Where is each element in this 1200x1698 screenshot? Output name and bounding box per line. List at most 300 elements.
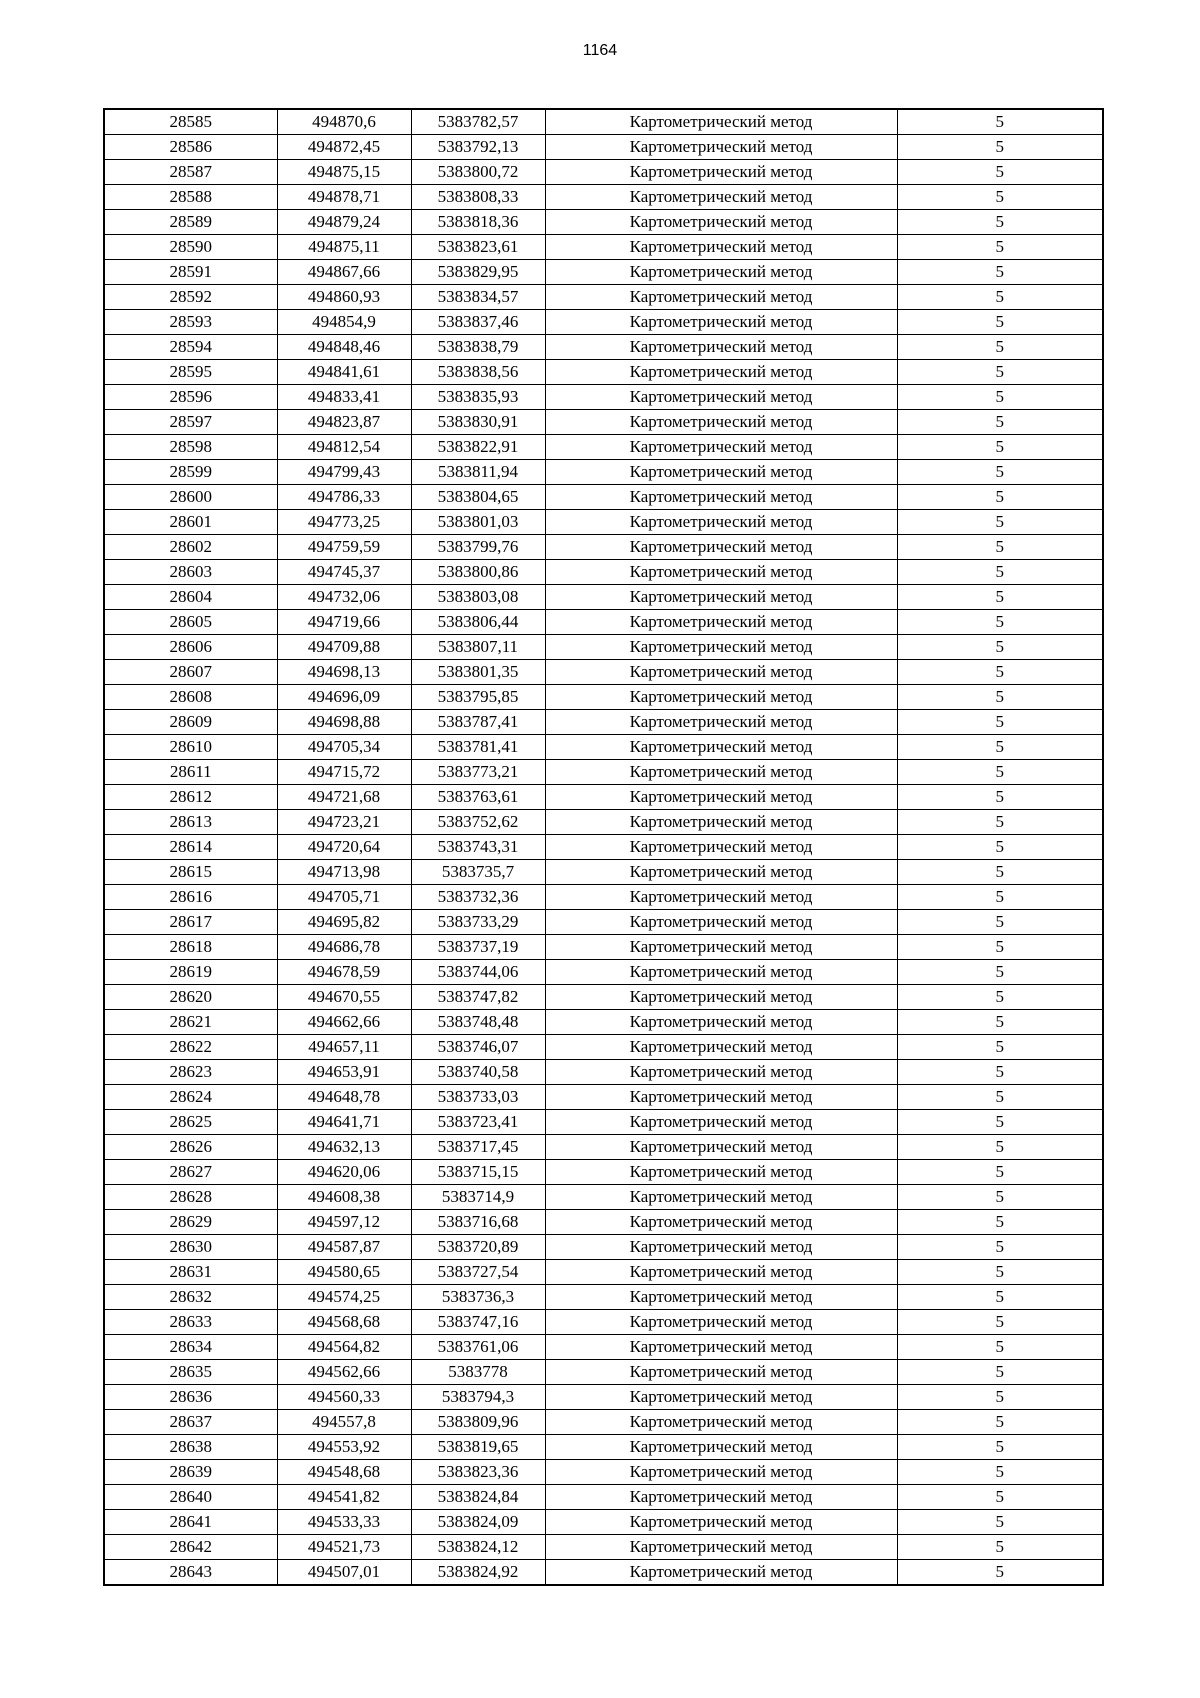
accuracy-cell: 5: [897, 910, 1103, 935]
point-number-cell: 28638: [104, 1435, 277, 1460]
table-row: [104, 935, 1103, 960]
point-number-cell: 28621: [104, 1010, 277, 1035]
point-number-cell: 28619: [104, 960, 277, 985]
table-row: [104, 260, 1103, 285]
table-row: [104, 1010, 1103, 1035]
table-row: [104, 1285, 1103, 1310]
x-coordinate-cell: 494533,33: [277, 1510, 411, 1535]
point-number-cell: 28614: [104, 835, 277, 860]
accuracy-cell: 5: [897, 535, 1103, 560]
y-coordinate-cell: 5383720,89: [411, 1235, 545, 1260]
method-cell: Картометрический метод: [545, 435, 897, 460]
y-coordinate-cell: 5383795,85: [411, 685, 545, 710]
point-number-cell: 28608: [104, 685, 277, 710]
method-cell: Картометрический метод: [545, 860, 897, 885]
accuracy-cell: 5: [897, 785, 1103, 810]
x-coordinate-cell: 494709,88: [277, 635, 411, 660]
y-coordinate-cell: 5383746,07: [411, 1035, 545, 1060]
x-coordinate-cell: 494648,78: [277, 1085, 411, 1110]
table-row: [104, 1535, 1103, 1560]
accuracy-cell: 5: [897, 1210, 1103, 1235]
method-cell: Картометрический метод: [545, 635, 897, 660]
table-row: [104, 635, 1103, 660]
point-number-cell: 28596: [104, 385, 277, 410]
point-number-cell: 28594: [104, 335, 277, 360]
method-cell: Картометрический метод: [545, 210, 897, 235]
point-number-cell: 28602: [104, 535, 277, 560]
accuracy-cell: 5: [897, 1385, 1103, 1410]
accuracy-cell: 5: [897, 485, 1103, 510]
accuracy-cell: 5: [897, 1310, 1103, 1335]
y-coordinate-cell: 5383773,21: [411, 760, 545, 785]
table-row: [104, 585, 1103, 610]
x-coordinate-cell: 494848,46: [277, 335, 411, 360]
y-coordinate-cell: 5383819,65: [411, 1435, 545, 1460]
coordinates-table-body: [104, 109, 1103, 1585]
table-row: [104, 1160, 1103, 1185]
point-number-cell: 28630: [104, 1235, 277, 1260]
y-coordinate-cell: 5383811,94: [411, 460, 545, 485]
accuracy-cell: 5: [897, 160, 1103, 185]
accuracy-cell: 5: [897, 1135, 1103, 1160]
table-row: [104, 285, 1103, 310]
y-coordinate-cell: 5383714,9: [411, 1185, 545, 1210]
x-coordinate-cell: 494872,45: [277, 135, 411, 160]
y-coordinate-cell: 5383744,06: [411, 960, 545, 985]
y-coordinate-cell: 5383803,08: [411, 585, 545, 610]
x-coordinate-cell: 494823,87: [277, 410, 411, 435]
x-coordinate-cell: 494841,61: [277, 360, 411, 385]
y-coordinate-cell: 5383807,11: [411, 635, 545, 660]
accuracy-cell: 5: [897, 1560, 1103, 1586]
y-coordinate-cell: 5383800,72: [411, 160, 545, 185]
table-row: [104, 1210, 1103, 1235]
y-coordinate-cell: 5383799,76: [411, 535, 545, 560]
method-cell: Картометрический метод: [545, 135, 897, 160]
x-coordinate-cell: 494541,82: [277, 1485, 411, 1510]
x-coordinate-cell: 494854,9: [277, 310, 411, 335]
table-row: [104, 310, 1103, 335]
x-coordinate-cell: 494875,15: [277, 160, 411, 185]
y-coordinate-cell: 5383824,92: [411, 1560, 545, 1586]
table-row: [104, 185, 1103, 210]
method-cell: Картометрический метод: [545, 560, 897, 585]
table-row: [104, 1185, 1103, 1210]
table-row: [104, 210, 1103, 235]
table-row: [104, 1135, 1103, 1160]
point-number-cell: 28624: [104, 1085, 277, 1110]
method-cell: Картометрический метод: [545, 109, 897, 135]
y-coordinate-cell: 5383736,3: [411, 1285, 545, 1310]
accuracy-cell: 5: [897, 1235, 1103, 1260]
x-coordinate-cell: 494745,37: [277, 560, 411, 585]
accuracy-cell: 5: [897, 960, 1103, 985]
table-row: [104, 510, 1103, 535]
method-cell: Картометрический метод: [545, 1310, 897, 1335]
point-number-cell: 28588: [104, 185, 277, 210]
method-cell: Картометрический метод: [545, 1010, 897, 1035]
table-row: [104, 1385, 1103, 1410]
x-coordinate-cell: 494705,71: [277, 885, 411, 910]
table-row: [104, 760, 1103, 785]
y-coordinate-cell: 5383747,82: [411, 985, 545, 1010]
method-cell: Картометрический метод: [545, 1085, 897, 1110]
table-row: [104, 160, 1103, 185]
x-coordinate-cell: 494686,78: [277, 935, 411, 960]
table-row: [104, 810, 1103, 835]
y-coordinate-cell: 5383823,36: [411, 1460, 545, 1485]
method-cell: Картометрический метод: [545, 1260, 897, 1285]
point-number-cell: 28609: [104, 710, 277, 735]
accuracy-cell: 5: [897, 1460, 1103, 1485]
y-coordinate-cell: 5383800,86: [411, 560, 545, 585]
point-number-cell: 28599: [104, 460, 277, 485]
point-number-cell: 28641: [104, 1510, 277, 1535]
point-number-cell: 28622: [104, 1035, 277, 1060]
table-row: [104, 1435, 1103, 1460]
x-coordinate-cell: 494720,64: [277, 835, 411, 860]
table-row: [104, 1410, 1103, 1435]
x-coordinate-cell: 494713,98: [277, 860, 411, 885]
method-cell: Картометрический метод: [545, 460, 897, 485]
table-row: [104, 785, 1103, 810]
method-cell: Картометрический метод: [545, 1210, 897, 1235]
table-row: [104, 460, 1103, 485]
point-number-cell: 28618: [104, 935, 277, 960]
y-coordinate-cell: 5383781,41: [411, 735, 545, 760]
table-row: [104, 1035, 1103, 1060]
y-coordinate-cell: 5383838,79: [411, 335, 545, 360]
point-number-cell: 28586: [104, 135, 277, 160]
point-number-cell: 28585: [104, 109, 277, 135]
x-coordinate-cell: 494721,68: [277, 785, 411, 810]
accuracy-cell: 5: [897, 1535, 1103, 1560]
accuracy-cell: 5: [897, 810, 1103, 835]
x-coordinate-cell: 494696,09: [277, 685, 411, 710]
table-row: [104, 1110, 1103, 1135]
point-number-cell: 28611: [104, 760, 277, 785]
method-cell: Картометрический метод: [545, 985, 897, 1010]
accuracy-cell: 5: [897, 735, 1103, 760]
accuracy-cell: 5: [897, 1435, 1103, 1460]
accuracy-cell: 5: [897, 185, 1103, 210]
method-cell: Картометрический метод: [545, 1335, 897, 1360]
y-coordinate-cell: 5383824,84: [411, 1485, 545, 1510]
x-coordinate-cell: 494521,73: [277, 1535, 411, 1560]
point-number-cell: 28604: [104, 585, 277, 610]
x-coordinate-cell: 494580,65: [277, 1260, 411, 1285]
table-row: [104, 1235, 1103, 1260]
method-cell: Картометрический метод: [545, 1285, 897, 1310]
y-coordinate-cell: 5383737,19: [411, 935, 545, 960]
table-row: [104, 910, 1103, 935]
coordinates-table: [103, 108, 1104, 1586]
point-number-cell: 28626: [104, 1135, 277, 1160]
x-coordinate-cell: 494786,33: [277, 485, 411, 510]
y-coordinate-cell: 5383732,36: [411, 885, 545, 910]
accuracy-cell: 5: [897, 835, 1103, 860]
point-number-cell: 28620: [104, 985, 277, 1010]
method-cell: Картометрический метод: [545, 585, 897, 610]
method-cell: Картометрический метод: [545, 785, 897, 810]
x-coordinate-cell: 494878,71: [277, 185, 411, 210]
x-coordinate-cell: 494620,06: [277, 1160, 411, 1185]
table-row: [104, 335, 1103, 360]
method-cell: Картометрический метод: [545, 1485, 897, 1510]
x-coordinate-cell: 494568,68: [277, 1310, 411, 1335]
x-coordinate-cell: 494698,88: [277, 710, 411, 735]
y-coordinate-cell: 5383838,56: [411, 360, 545, 385]
x-coordinate-cell: 494632,13: [277, 1135, 411, 1160]
point-number-cell: 28625: [104, 1110, 277, 1135]
accuracy-cell: 5: [897, 109, 1103, 135]
x-coordinate-cell: 494548,68: [277, 1460, 411, 1485]
point-number-cell: 28631: [104, 1260, 277, 1285]
point-number-cell: 28612: [104, 785, 277, 810]
method-cell: Картометрический метод: [545, 1435, 897, 1460]
page-number: 1164: [582, 42, 618, 59]
y-coordinate-cell: 5383830,91: [411, 410, 545, 435]
method-cell: Картометрический метод: [545, 385, 897, 410]
point-number-cell: 28592: [104, 285, 277, 310]
table-row: [104, 735, 1103, 760]
accuracy-cell: 5: [897, 860, 1103, 885]
table-row: [104, 135, 1103, 160]
x-coordinate-cell: 494597,12: [277, 1210, 411, 1235]
point-number-cell: 28597: [104, 410, 277, 435]
y-coordinate-cell: 5383792,13: [411, 135, 545, 160]
x-coordinate-cell: 494799,43: [277, 460, 411, 485]
x-coordinate-cell: 494574,25: [277, 1285, 411, 1310]
y-coordinate-cell: 5383794,3: [411, 1385, 545, 1410]
method-cell: Картометрический метод: [545, 160, 897, 185]
accuracy-cell: 5: [897, 760, 1103, 785]
y-coordinate-cell: 5383808,33: [411, 185, 545, 210]
accuracy-cell: 5: [897, 1010, 1103, 1035]
point-number-cell: 28637: [104, 1410, 277, 1435]
table-row: [104, 485, 1103, 510]
x-coordinate-cell: 494719,66: [277, 610, 411, 635]
y-coordinate-cell: 5383752,62: [411, 810, 545, 835]
point-number-cell: 28617: [104, 910, 277, 935]
method-cell: Картометрический метод: [545, 610, 897, 635]
accuracy-cell: 5: [897, 1185, 1103, 1210]
method-cell: Картометрический метод: [545, 235, 897, 260]
point-number-cell: 28632: [104, 1285, 277, 1310]
point-number-cell: 28629: [104, 1210, 277, 1235]
method-cell: Картометрический метод: [545, 1510, 897, 1535]
y-coordinate-cell: 5383787,41: [411, 710, 545, 735]
accuracy-cell: 5: [897, 135, 1103, 160]
table-row: [104, 660, 1103, 685]
table-row: [104, 535, 1103, 560]
accuracy-cell: 5: [897, 1485, 1103, 1510]
method-cell: Картометрический метод: [545, 710, 897, 735]
y-coordinate-cell: 5383761,06: [411, 1335, 545, 1360]
y-coordinate-cell: 5383837,46: [411, 310, 545, 335]
table-row: [104, 1310, 1103, 1335]
y-coordinate-cell: 5383747,16: [411, 1310, 545, 1335]
accuracy-cell: 5: [897, 685, 1103, 710]
point-number-cell: 28640: [104, 1485, 277, 1510]
point-number-cell: 28627: [104, 1160, 277, 1185]
accuracy-cell: 5: [897, 1160, 1103, 1185]
method-cell: Картометрический метод: [545, 1160, 897, 1185]
point-number-cell: 28605: [104, 610, 277, 635]
point-number-cell: 28598: [104, 435, 277, 460]
y-coordinate-cell: 5383829,95: [411, 260, 545, 285]
method-cell: Картометрический метод: [545, 760, 897, 785]
method-cell: Картометрический метод: [545, 1235, 897, 1260]
y-coordinate-cell: 5383715,15: [411, 1160, 545, 1185]
point-number-cell: 28603: [104, 560, 277, 585]
method-cell: Картометрический метод: [545, 310, 897, 335]
x-coordinate-cell: 494698,13: [277, 660, 411, 685]
point-number-cell: 28613: [104, 810, 277, 835]
accuracy-cell: 5: [897, 660, 1103, 685]
table-row: [104, 985, 1103, 1010]
point-number-cell: 28643: [104, 1560, 277, 1586]
table-row: [104, 885, 1103, 910]
method-cell: Картометрический метод: [545, 935, 897, 960]
accuracy-cell: 5: [897, 635, 1103, 660]
x-coordinate-cell: 494759,59: [277, 535, 411, 560]
y-coordinate-cell: 5383723,41: [411, 1110, 545, 1135]
point-number-cell: 28606: [104, 635, 277, 660]
x-coordinate-cell: 494833,41: [277, 385, 411, 410]
point-number-cell: 28591: [104, 260, 277, 285]
table-row: [104, 1060, 1103, 1085]
accuracy-cell: 5: [897, 1260, 1103, 1285]
accuracy-cell: 5: [897, 385, 1103, 410]
method-cell: Картометрический метод: [545, 960, 897, 985]
table-row: [104, 685, 1103, 710]
table-row: [104, 835, 1103, 860]
accuracy-cell: 5: [897, 1410, 1103, 1435]
table-row: [104, 1485, 1103, 1510]
table-row: [104, 235, 1103, 260]
method-cell: Картометрический метод: [545, 1410, 897, 1435]
accuracy-cell: 5: [897, 310, 1103, 335]
x-coordinate-cell: 494662,66: [277, 1010, 411, 1035]
x-coordinate-cell: 494812,54: [277, 435, 411, 460]
method-cell: Картометрический метод: [545, 510, 897, 535]
method-cell: Картометрический метод: [545, 260, 897, 285]
table-row: [104, 1510, 1103, 1535]
x-coordinate-cell: 494732,06: [277, 585, 411, 610]
accuracy-cell: 5: [897, 885, 1103, 910]
table-row: [104, 1360, 1103, 1385]
point-number-cell: 28589: [104, 210, 277, 235]
method-cell: Картометрический метод: [545, 485, 897, 510]
accuracy-cell: 5: [897, 585, 1103, 610]
point-number-cell: 28633: [104, 1310, 277, 1335]
y-coordinate-cell: 5383716,68: [411, 1210, 545, 1235]
accuracy-cell: 5: [897, 1035, 1103, 1060]
x-coordinate-cell: 494773,25: [277, 510, 411, 535]
method-cell: Картометрический метод: [545, 1560, 897, 1586]
y-coordinate-cell: 5383717,45: [411, 1135, 545, 1160]
table-row: [104, 1560, 1103, 1586]
accuracy-cell: 5: [897, 460, 1103, 485]
method-cell: Картометрический метод: [545, 1385, 897, 1410]
y-coordinate-cell: 5383824,12: [411, 1535, 545, 1560]
y-coordinate-cell: 5383735,7: [411, 860, 545, 885]
accuracy-cell: 5: [897, 1360, 1103, 1385]
method-cell: Картометрический метод: [545, 835, 897, 860]
method-cell: Картометрический метод: [545, 735, 897, 760]
y-coordinate-cell: 5383782,57: [411, 109, 545, 135]
x-coordinate-cell: 494715,72: [277, 760, 411, 785]
method-cell: Картометрический метод: [545, 1135, 897, 1160]
method-cell: Картометрический метод: [545, 910, 897, 935]
point-number-cell: 28616: [104, 885, 277, 910]
point-number-cell: 28635: [104, 1360, 277, 1385]
y-coordinate-cell: 5383835,93: [411, 385, 545, 410]
point-number-cell: 28601: [104, 510, 277, 535]
x-coordinate-cell: 494507,01: [277, 1560, 411, 1586]
x-coordinate-cell: 494557,8: [277, 1410, 411, 1435]
accuracy-cell: 5: [897, 1085, 1103, 1110]
accuracy-cell: 5: [897, 1285, 1103, 1310]
table-row: [104, 710, 1103, 735]
y-coordinate-cell: 5383809,96: [411, 1410, 545, 1435]
point-number-cell: 28636: [104, 1385, 277, 1410]
table-row: [104, 360, 1103, 385]
accuracy-cell: 5: [897, 610, 1103, 635]
accuracy-cell: 5: [897, 360, 1103, 385]
y-coordinate-cell: 5383806,44: [411, 610, 545, 635]
x-coordinate-cell: 494564,82: [277, 1335, 411, 1360]
method-cell: Картометрический метод: [545, 1060, 897, 1085]
x-coordinate-cell: 494867,66: [277, 260, 411, 285]
x-coordinate-cell: 494705,34: [277, 735, 411, 760]
accuracy-cell: 5: [897, 260, 1103, 285]
point-number-cell: 28593: [104, 310, 277, 335]
y-coordinate-cell: 5383818,36: [411, 210, 545, 235]
x-coordinate-cell: 494695,82: [277, 910, 411, 935]
accuracy-cell: 5: [897, 285, 1103, 310]
accuracy-cell: 5: [897, 935, 1103, 960]
accuracy-cell: 5: [897, 235, 1103, 260]
accuracy-cell: 5: [897, 710, 1103, 735]
method-cell: Картометрический метод: [545, 1460, 897, 1485]
x-coordinate-cell: 494553,92: [277, 1435, 411, 1460]
method-cell: Картометрический метод: [545, 335, 897, 360]
y-coordinate-cell: 5383834,57: [411, 285, 545, 310]
accuracy-cell: 5: [897, 560, 1103, 585]
table-row: [104, 610, 1103, 635]
method-cell: Картометрический метод: [545, 1185, 897, 1210]
method-cell: Картометрический метод: [545, 685, 897, 710]
x-coordinate-cell: 494562,66: [277, 1360, 411, 1385]
y-coordinate-cell: 5383822,91: [411, 435, 545, 460]
x-coordinate-cell: 494608,38: [277, 1185, 411, 1210]
method-cell: Картометрический метод: [545, 410, 897, 435]
x-coordinate-cell: 494870,6: [277, 109, 411, 135]
point-number-cell: 28590: [104, 235, 277, 260]
point-number-cell: 28623: [104, 1060, 277, 1085]
method-cell: Картометрический метод: [545, 1110, 897, 1135]
y-coordinate-cell: 5383733,29: [411, 910, 545, 935]
table-row: [104, 960, 1103, 985]
point-number-cell: 28610: [104, 735, 277, 760]
table-row: [104, 435, 1103, 460]
method-cell: Картометрический метод: [545, 810, 897, 835]
table-row: [104, 385, 1103, 410]
x-coordinate-cell: 494860,93: [277, 285, 411, 310]
y-coordinate-cell: 5383823,61: [411, 235, 545, 260]
